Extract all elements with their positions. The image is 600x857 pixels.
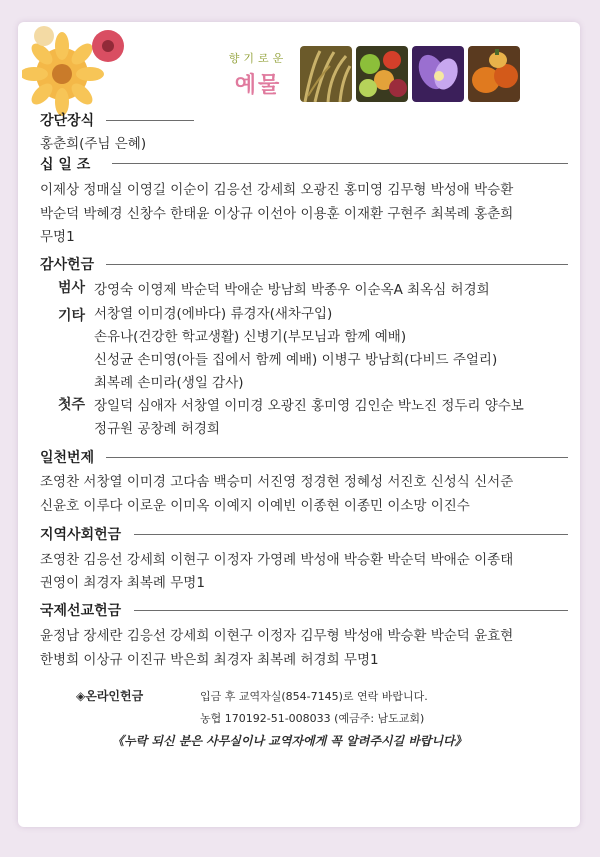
list-item: 홍춘희(주님 은혜): [40, 136, 147, 152]
list-item: 정규원 공창례 허경희: [94, 421, 220, 437]
online-offering-label: ◈온라인헌금: [76, 689, 144, 703]
list-item: 윤정남 장세란 김응선 강세희 이현구 이정자 김무형 박성애 박승환 박순덕 윤효현: [40, 628, 514, 644]
list-item: 한병희 이상규 이진규 박은희 최경자 최복례 허경희 무명1: [40, 652, 379, 668]
divider: [106, 120, 194, 121]
list-item: 박순덕 박혜경 신창수 한태윤 이상규 이선아 이용훈 이재환 구현주 최복례 홍춘희: [40, 206, 514, 222]
section-title-gamsa: 감사헌금: [40, 257, 95, 273]
sub-label-bumsa: 범사: [58, 280, 86, 296]
sub-label-gita: 기타: [58, 308, 86, 324]
section-title-jiyeok: 지역사회헌금: [40, 527, 122, 543]
divider: [106, 457, 568, 458]
bank-account-line: 농협 170192-51-008033 (예금주: 남도교회): [200, 712, 425, 725]
header-title: [214, 50, 302, 99]
list-item: 신성균 손미영(아들 집에서 함께 예배) 이병구 방남희(다비드 주얼리): [94, 352, 498, 368]
list-item: 강영숙 이영제 박순덕 박애순 방남희 박종우 이순옥A 최옥심 허경희: [94, 282, 490, 298]
list-item: 서창열 이미경(에바다) 류경자(새차구입): [94, 306, 333, 322]
section-title-gangdan: 강단장식: [40, 113, 95, 129]
list-item: 조영찬 서창열 이미경 고다솜 백승미 서진영 정경현 정혜성 서진호 신성식 신서준: [40, 474, 514, 490]
list-item: 무명1: [40, 229, 75, 245]
section-title-gukje: 국제선교헌금: [40, 603, 122, 619]
pumpkin-icon: [468, 46, 520, 102]
header-subtitle: 향기로운: [228, 52, 288, 65]
offering-sheet: [18, 22, 580, 827]
flower-decoration-icon: [22, 24, 132, 116]
list-item: 장일덕 심애자 서창열 이미경 오광진 홍미영 김인순 박노진 정두리 양수보: [94, 398, 524, 414]
list-item: 최복례 손미라(생일 감사): [94, 375, 244, 391]
header-main-title: 예물: [234, 73, 282, 98]
omission-notice: 《누락 되신 분은 사무실이나 교역자에게 꼭 알려주시길 바랍니다》: [112, 734, 467, 748]
divider: [106, 264, 568, 265]
fruit-basket-icon: [356, 46, 408, 102]
sub-label-cheotju: 첫주: [58, 397, 86, 413]
section-title-ilcheon: 일천번제: [40, 450, 95, 466]
divider: [112, 163, 568, 164]
rice-ears-icon: [300, 46, 352, 102]
list-item: 이제상 정매실 이영길 이순이 김응선 강세희 오광진 홍미영 김무형 박성애 박승환: [40, 182, 514, 198]
list-item: 조영찬 김응선 강세희 이현구 이정자 가영례 박성애 박승환 박순덕 박애순 이종태: [40, 552, 514, 568]
list-item: 신윤호 이루다 이로운 이미옥 이예지 이예빈 이종현 이종민 이소망 이진수: [40, 498, 470, 514]
list-item: 손유나(건강한 학교생활) 신병기(부모님과 함께 예배): [94, 329, 407, 345]
list-item: 권영이 최경자 최복례 무명1: [40, 575, 205, 591]
online-contact-line: 입금 후 교역자실(854-7145)로 연락 바랍니다.: [200, 690, 428, 703]
section-title-sipiljo: 십 일 조: [40, 157, 91, 173]
divider: [134, 534, 568, 535]
orchid-icon: [412, 46, 464, 102]
divider: [134, 610, 568, 611]
